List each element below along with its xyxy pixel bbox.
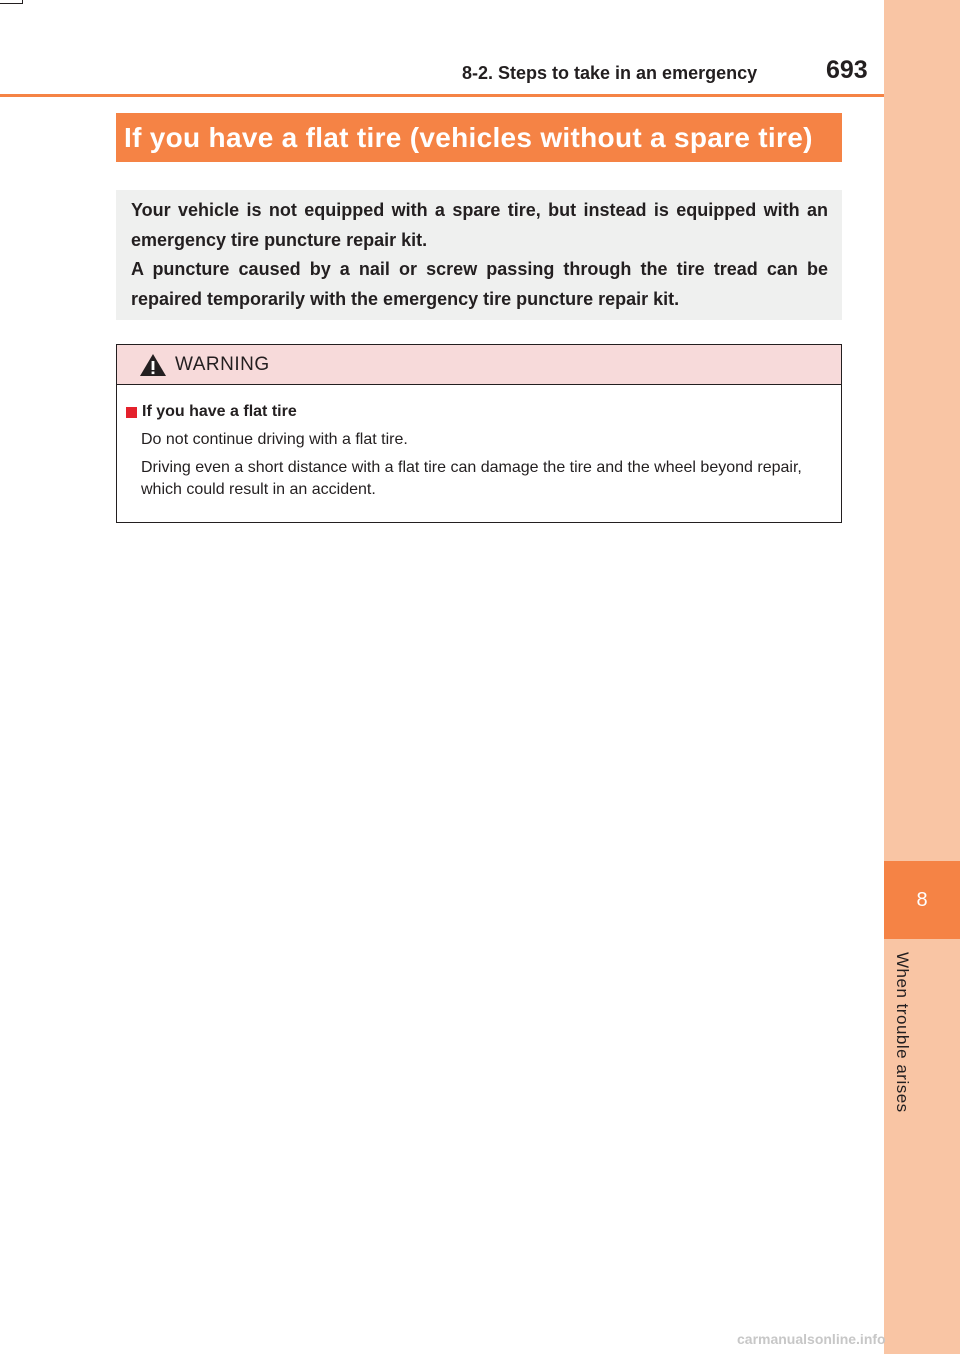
header-rule xyxy=(0,94,884,97)
intro-paragraph: A puncture caused by a nail or screw passing through the tire tread can be repaired temporarily with the emergency tire puncture repair kit. xyxy=(131,259,828,309)
warning-item-title-row xyxy=(126,403,829,421)
page-number: 693 xyxy=(826,56,868,84)
section-path: 8-2. Steps to take in an emergency xyxy=(462,63,758,83)
section-title-bar xyxy=(116,113,842,162)
warning-paragraph: Driving even a short distance with a flat tire can damage the tire and the wheel beyond repair, which could result in an accident. xyxy=(141,459,802,498)
warning-triangle-icon xyxy=(139,353,167,377)
warning-box xyxy=(116,344,842,523)
chapter-tab-strip xyxy=(884,0,960,1354)
footer-watermark[interactable]: carmanualsonline.info xyxy=(737,1331,886,1347)
chapter-number: 8 xyxy=(916,888,928,911)
chapter-title: When trouble arises xyxy=(893,952,912,1113)
intro-box xyxy=(116,190,842,320)
warning-item-title: If you have a flat tire xyxy=(142,403,297,420)
warning-body xyxy=(117,385,841,501)
warning-header xyxy=(117,345,841,385)
section-title: If you have a flat tire (vehicles without a spare tire) xyxy=(124,121,813,153)
intro-paragraph: Your vehicle is not equipped with a spare tire, but instead is equipped with an emergency tire puncture repair kit. xyxy=(131,200,828,250)
warning-paragraph: Do not continue driving with a flat tire. xyxy=(141,431,408,448)
crop-mark-top-left-v xyxy=(22,0,23,4)
chapter-number-tab[interactable] xyxy=(884,861,960,939)
crop-mark-top-left-h xyxy=(0,3,22,4)
square-bullet-icon xyxy=(126,407,137,418)
warning-label: WARNING xyxy=(175,353,270,375)
